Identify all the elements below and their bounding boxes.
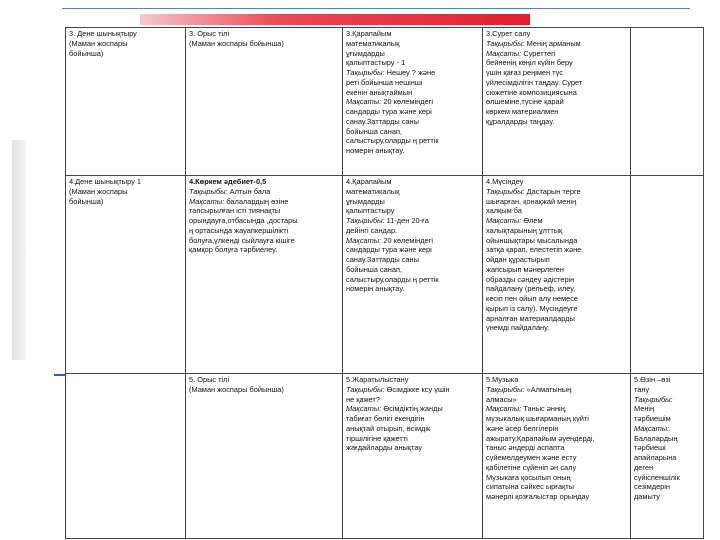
table-cell xyxy=(186,176,343,374)
table-cell xyxy=(631,28,704,176)
line-text: ойыншықтары мысалында xyxy=(486,235,578,245)
line-text: санау.Заттарды саны xyxy=(346,255,419,265)
table-cell xyxy=(343,374,483,539)
field-label: Мақсаты: xyxy=(346,97,382,107)
line-text: номерін анықтау. xyxy=(346,146,405,156)
cell-line xyxy=(634,443,700,453)
line-text: тәрбиешім xyxy=(634,414,671,424)
cell-line xyxy=(634,404,700,414)
cell-line xyxy=(634,473,700,483)
line-text: мәнерлі қозғалыстар орындау xyxy=(486,492,590,502)
cell-line xyxy=(486,424,627,434)
line-text: тіршілігіне қажетті xyxy=(346,433,408,443)
cell-line xyxy=(634,482,700,492)
cell-line xyxy=(634,463,700,473)
cell-line xyxy=(346,68,479,78)
cell-line xyxy=(69,49,182,59)
cell-line xyxy=(486,434,627,444)
line-text: апайларына xyxy=(634,453,677,463)
line-text: жағдайларды анықтау xyxy=(346,443,423,453)
cell-line xyxy=(69,177,182,187)
cell-line xyxy=(189,29,339,39)
cell-line xyxy=(486,216,627,226)
cell-line xyxy=(486,226,627,236)
table-cell xyxy=(631,176,704,374)
field-label: Мақсаты: xyxy=(486,48,522,58)
cell-line xyxy=(486,49,627,59)
cell-line xyxy=(189,385,339,395)
cell-line xyxy=(69,29,182,39)
cell-line xyxy=(486,375,627,385)
cell-line xyxy=(346,434,479,444)
cell-line xyxy=(346,97,479,107)
line-text: Суреттегі xyxy=(521,48,556,58)
cell-line xyxy=(346,49,479,59)
line-text: ң ортасында жауапкершілікті xyxy=(189,225,289,235)
cell-line xyxy=(346,275,479,285)
line-text: қалыптастыру - 1 xyxy=(346,58,406,68)
cell-line xyxy=(346,216,479,226)
cell-line xyxy=(346,177,479,187)
field-label: Тақырыбы: xyxy=(346,384,385,394)
line-text: Таныс әннің, xyxy=(521,404,567,414)
line-text: Нешеу ? және xyxy=(384,68,436,78)
field-label: Мақсаты: xyxy=(486,216,522,226)
line-text: үйлесімділігін таңдау. Сурет xyxy=(486,77,583,87)
cell-line xyxy=(634,434,700,444)
cell-line xyxy=(486,39,627,49)
field-label: Мақсаты: xyxy=(486,404,522,414)
cell-line xyxy=(346,404,479,414)
line-text: бойынша санап, xyxy=(346,126,403,136)
line-text: сипатына сәйкес ырғақты xyxy=(486,482,574,492)
line-text: ажырату,Қарапайым әуендерді, xyxy=(486,433,595,443)
line-text: «Алматының xyxy=(524,384,572,394)
field-label: Тақырыбы: xyxy=(486,186,525,196)
line-text: номерін анықтау. xyxy=(346,284,405,294)
line-text: тәрбиеші xyxy=(634,443,666,453)
cell-line xyxy=(189,206,339,216)
cell-line xyxy=(634,385,700,395)
line-text: Менің арманым xyxy=(524,38,581,48)
line-text: Алтын бала xyxy=(227,186,271,196)
line-text: Өсімдіктің жанды xyxy=(381,404,443,414)
line-text: 20 көлеміндегі xyxy=(381,235,433,245)
line-text: 4.Көркем әдебиет-0,5 xyxy=(189,177,267,186)
line-text: дейінгі сандар. xyxy=(346,225,398,235)
cell-line xyxy=(486,463,627,473)
line-text: реті бойынша нешінші xyxy=(346,77,423,87)
line-text: үнемді пайдалану. xyxy=(486,323,550,333)
field-label: Тақырыбы: xyxy=(346,216,385,226)
cell-line xyxy=(486,473,627,483)
field-label: Тақырыбы: xyxy=(486,38,525,48)
cell-line xyxy=(486,294,627,304)
line-text: 5.Музыка xyxy=(486,375,519,384)
cell-line xyxy=(346,424,479,434)
cell-line xyxy=(486,323,627,333)
line-text: 11-ден 20-ға xyxy=(384,216,429,226)
cell-line xyxy=(69,197,182,207)
line-text: (Маман жоспары xyxy=(69,186,128,196)
line-text: сюжетіне композициясына xyxy=(486,87,577,97)
line-text: ұғымдарды xyxy=(346,48,385,58)
cell-line xyxy=(346,206,479,216)
cell-line xyxy=(486,414,627,424)
field-label: Мақсаты: xyxy=(346,235,382,245)
line-text: (Маман жоспары бойынша) xyxy=(189,38,284,48)
table-row xyxy=(66,374,704,539)
cell-line xyxy=(346,197,479,207)
line-text: пайдалану (рельеф, илеу, xyxy=(486,284,576,294)
line-text: деген xyxy=(634,462,654,472)
cell-line xyxy=(346,395,479,405)
cell-line xyxy=(346,375,479,385)
cell-line xyxy=(486,482,627,492)
cell-line xyxy=(486,206,627,216)
line-text: Өлем xyxy=(521,216,543,226)
top-rule xyxy=(62,8,690,9)
line-text: 4.Қарапайым xyxy=(346,177,392,186)
cell-line xyxy=(486,492,627,502)
cell-line xyxy=(486,187,627,197)
table-row xyxy=(66,28,704,176)
cell-line xyxy=(486,236,627,246)
cell-line xyxy=(486,304,627,314)
line-text: сандарды тура және кері xyxy=(346,107,432,117)
cell-line xyxy=(486,245,627,255)
line-text: 3.Сурет салу xyxy=(486,29,531,38)
cell-line xyxy=(634,375,700,385)
line-text: құралдарды таңдау. xyxy=(486,116,555,126)
cell-line xyxy=(346,414,479,424)
line-text: Менің xyxy=(634,404,655,414)
line-text: алмасы» xyxy=(486,394,517,404)
line-text: балалардың өзіне xyxy=(224,196,289,206)
table-cell xyxy=(66,176,186,374)
cell-line xyxy=(189,226,339,236)
cell-line xyxy=(346,385,479,395)
cell-line xyxy=(486,404,627,414)
line-text: тану xyxy=(634,384,650,394)
field-label: Мақсаты: xyxy=(634,423,670,433)
line-text: жапсырып мәнерлеген xyxy=(486,264,564,274)
line-text: образды сәндеу әдістерін xyxy=(486,274,575,284)
cell-line xyxy=(189,236,339,246)
cell-line xyxy=(346,265,479,275)
cell-line xyxy=(486,58,627,68)
line-text: ойдан құрастырып xyxy=(486,255,550,265)
line-text: үшін қағаз реңімен түс xyxy=(486,68,563,78)
line-text: бойынша) xyxy=(69,196,104,206)
cell-line xyxy=(346,127,479,137)
table-cell xyxy=(483,176,631,374)
cell-line xyxy=(189,39,339,49)
line-text: математикалық xyxy=(346,186,400,196)
cell-line xyxy=(634,424,700,434)
cell-line xyxy=(189,245,339,255)
cell-line xyxy=(346,58,479,68)
table-cell xyxy=(631,374,704,539)
cell-line xyxy=(346,226,479,236)
cell-line xyxy=(346,78,479,88)
table-cell xyxy=(186,28,343,176)
line-text: математикалық xyxy=(346,38,400,48)
line-text: қамқор болуға тәрбиелеу. xyxy=(189,245,278,255)
field-label: Мақсаты: xyxy=(346,404,382,414)
cell-line xyxy=(346,136,479,146)
line-text: және әсер белгілерін xyxy=(486,423,559,433)
line-text: не қажет? xyxy=(346,394,380,404)
line-text: кесіп пен ойып алу немесе xyxy=(486,294,579,304)
table-cell xyxy=(186,374,343,539)
line-text: Музыкаға қосылып оның xyxy=(486,472,571,482)
line-text: музыкалық шығарманың күйті xyxy=(486,414,589,424)
table-cell xyxy=(343,176,483,374)
line-text: затқа қарап, елестетіп және xyxy=(486,245,582,255)
field-label: Тақырыбы: xyxy=(634,394,673,404)
table-cell xyxy=(483,28,631,176)
line-text: 5.Өзін –өзі xyxy=(634,375,671,384)
line-text: өлшеміне,түсіне қарай xyxy=(486,97,564,107)
cell-line xyxy=(346,88,479,98)
cell-line xyxy=(346,245,479,255)
cell-line xyxy=(486,265,627,275)
cell-line xyxy=(346,29,479,39)
cell-line xyxy=(346,255,479,265)
line-text: 3. Орыс тілі xyxy=(189,29,230,38)
cell-line xyxy=(486,29,627,39)
line-text: Балалардың xyxy=(634,433,678,443)
cell-line xyxy=(346,187,479,197)
cell-line xyxy=(486,395,627,405)
cell-line xyxy=(346,284,479,294)
cell-line xyxy=(634,492,700,502)
cell-line xyxy=(486,107,627,117)
cell-line xyxy=(486,275,627,285)
line-text: салыстыру,оларды ң реттік xyxy=(346,136,439,146)
header-accent-bar xyxy=(140,14,530,25)
line-text: қырып із салу). Мүсіндеуге xyxy=(486,303,578,313)
cell-line xyxy=(486,88,627,98)
line-text: ұғымдарды xyxy=(346,196,385,206)
cell-line xyxy=(346,146,479,156)
line-text: бойынша) xyxy=(69,48,104,58)
field-label: Тақырыбы: xyxy=(189,186,228,196)
line-text: сандарды тура және кері xyxy=(346,245,432,255)
line-text: табиғат бөлігі екендігін xyxy=(346,414,425,424)
field-label: Тақырыбы: xyxy=(346,68,385,78)
line-text: сезімдерін xyxy=(634,482,671,492)
line-text: арналған материалдарды xyxy=(486,313,575,323)
line-text: (Маман жоспары бойынша) xyxy=(189,384,284,394)
line-text: қабілетіне сүйеніп ән салу xyxy=(486,462,577,472)
cell-line xyxy=(486,117,627,127)
cell-line xyxy=(486,197,627,207)
line-text: сүйіспеншілік xyxy=(634,472,680,482)
line-text: 20 көлеміндегі xyxy=(381,97,433,107)
left-margin-shading xyxy=(12,140,26,360)
line-text: орындауға,отбасында ,достары xyxy=(189,216,298,226)
line-text: дамыту xyxy=(634,492,660,502)
table-cell xyxy=(483,374,631,539)
cell-line xyxy=(486,284,627,294)
cell-line xyxy=(69,39,182,49)
cell-line xyxy=(346,443,479,453)
line-text: таныс әндерді аспапта xyxy=(486,443,565,453)
cell-line xyxy=(189,375,339,385)
line-text: 4.Мүсіндеу xyxy=(486,177,524,186)
line-text: Өсімдікке ксу үшін xyxy=(384,384,450,394)
line-text: тапсырылған істі тиянақты xyxy=(189,206,281,216)
cell-line xyxy=(189,216,339,226)
line-text: сүйемелдеумен және есту xyxy=(486,453,577,463)
line-text: 3. Дене шынықтыру xyxy=(69,29,137,38)
line-text: (Маман жоспары xyxy=(69,38,128,48)
cell-line xyxy=(486,385,627,395)
line-text: 5.Жаратылыстану xyxy=(346,375,409,384)
table-cell xyxy=(66,28,186,176)
field-label: Мақсаты: xyxy=(189,196,225,206)
line-text: 5. Орыс тілі xyxy=(189,375,230,384)
cell-line xyxy=(486,443,627,453)
cell-line xyxy=(486,314,627,324)
cell-line xyxy=(634,453,700,463)
table-row xyxy=(66,176,704,374)
cell-line xyxy=(346,236,479,246)
cell-line xyxy=(634,395,700,405)
line-text: 4.Дене шынықтыру 1 xyxy=(69,177,141,186)
cell-line xyxy=(486,453,627,463)
line-text: халықтарының ұлттық xyxy=(486,225,563,235)
table-cell xyxy=(343,28,483,176)
line-text: халқым ба xyxy=(486,206,522,216)
schedule-table xyxy=(65,27,704,539)
cell-line xyxy=(486,78,627,88)
line-text: санау.Заттарды саны xyxy=(346,116,419,126)
cell-line xyxy=(69,187,182,197)
cell-line xyxy=(189,197,339,207)
line-text: қалыптастыру xyxy=(346,206,395,216)
cell-line xyxy=(346,107,479,117)
field-label: Тақырыбы: xyxy=(486,384,525,394)
line-text: екенін анықтаймын xyxy=(346,87,413,97)
table-cell xyxy=(66,374,186,539)
cell-line xyxy=(346,39,479,49)
cell-line xyxy=(486,255,627,265)
cell-line xyxy=(346,117,479,127)
line-text: салыстыру,оларды ң реттік xyxy=(346,274,439,284)
cell-line xyxy=(634,414,700,424)
line-text: көркем материалмен xyxy=(486,107,559,117)
line-text: болуға,үлкенді сыйлауға кішіге xyxy=(189,235,295,245)
line-text: шығарған, қонақжай менің xyxy=(486,196,577,206)
cell-line xyxy=(486,68,627,78)
line-text: Дастарын терге xyxy=(524,186,581,196)
line-text: 3.Қарапайым xyxy=(346,29,392,38)
cell-line xyxy=(189,187,339,197)
line-text: анықтай отырып, өсімдік xyxy=(346,423,431,433)
line-text: бойынша санап, xyxy=(346,264,403,274)
cell-line xyxy=(486,177,627,187)
cell-line xyxy=(486,97,627,107)
cell-line xyxy=(189,177,339,187)
line-text: бейненің көңіл күйін беру xyxy=(486,58,573,68)
